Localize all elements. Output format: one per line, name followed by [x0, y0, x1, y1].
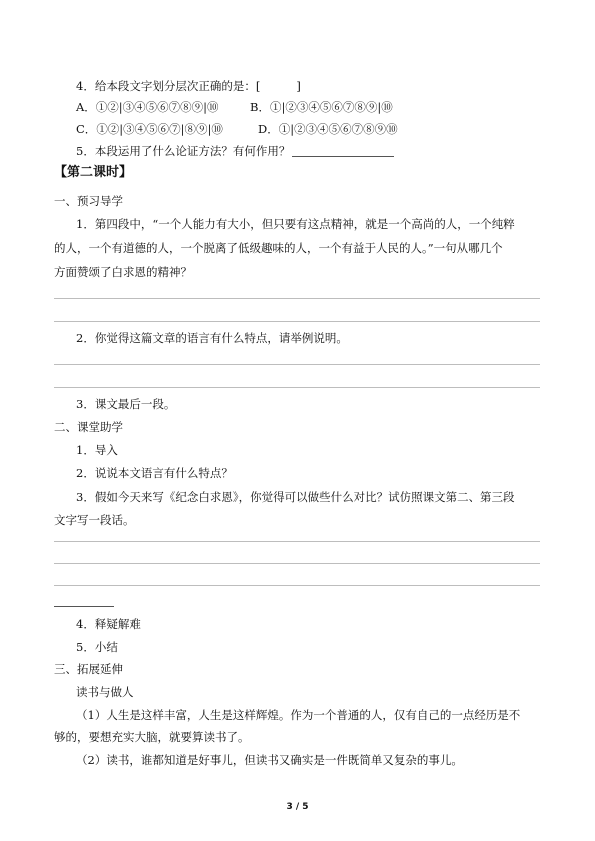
- s1-q3: 3．课文最后一段。: [76, 397, 176, 411]
- page-number: 3 / 5: [286, 802, 309, 812]
- answer-line-short[interactable]: [54, 606, 114, 607]
- s2-item-5: 5．小结: [76, 640, 118, 654]
- s1-q2: 2．你觉得这篇文章的语言有什么特点，请举例说明。: [76, 331, 348, 345]
- reading-title: 读书与做人: [76, 685, 134, 699]
- s2-item-2: 2．说说本文语言有什么特点？: [76, 466, 233, 480]
- option-c: C．①②|③④⑤⑥⑦|⑧⑨|⑩: [76, 122, 223, 136]
- option-a: A．①②|③④⑤⑥⑦⑧⑨|⑩: [76, 100, 219, 114]
- question-5-text: 5．本段运用了什么论证方法？有何作用？: [76, 144, 291, 158]
- section-3-title: 三、拓展延伸: [54, 662, 123, 676]
- answer-line[interactable]: [54, 298, 540, 299]
- s1-q1-line-1: 1．第四段中，“一个人能力有大小，但只要有这点精神，就是一个高尚的人，一个纯粹: [76, 217, 515, 231]
- section-1-title: 一、预习导学: [54, 194, 123, 208]
- lesson-heading: 【第二课时】: [54, 165, 133, 180]
- option-d: D．①|②③④⑤⑥⑦⑧⑨⑩: [258, 122, 398, 136]
- s2-item-1: 1．导入: [76, 443, 118, 457]
- answer-blank[interactable]: [292, 144, 394, 157]
- question-4-text: 4．给本段文字划分层次正确的是：[: [76, 79, 261, 93]
- s2-item-4: 4．释疑解难: [76, 617, 141, 631]
- question-5: [76, 143, 566, 159]
- section-2-title: 二、课堂助学: [54, 420, 123, 434]
- reading-para-1-line-1: （1）人生是这样丰富，人生是这样辉煌。作为一个普通的人，仅有自己的一点经历是不: [76, 708, 521, 722]
- answer-line[interactable]: [54, 563, 540, 564]
- answer-line[interactable]: [54, 585, 540, 586]
- answer-line[interactable]: [54, 387, 540, 388]
- s1-q1-line-2: 的人，一个有道德的人，一个脱离了低级趣味的人，一个有益于人民的人。”一句从哪几个: [54, 241, 503, 255]
- reading-para-2: （2）读书，谁都知道是好事儿，但读书又确实是一件既简单又复杂的事儿。: [76, 753, 463, 767]
- s2-item-3-cont: 文字写一段话。: [54, 513, 135, 527]
- answer-line[interactable]: [54, 541, 540, 542]
- answer-line[interactable]: [54, 364, 540, 365]
- reading-para-1-line-2: 够的，要想充实大脑，就要算读书了。: [54, 730, 250, 744]
- s2-item-3: 3．假如今天来写《纪念白求恩》，你觉得可以做些什么对比？试仿照课文第二、第三段: [76, 490, 515, 504]
- question-4-bracket-close: ]: [296, 79, 301, 93]
- question-4: [76, 78, 566, 94]
- answer-line[interactable]: [54, 321, 540, 322]
- s1-q1-line-3: 方面赞颂了白求恩的精神？: [54, 265, 192, 279]
- option-b: B．①|②③④⑤⑥⑦⑧⑨|⑩: [250, 100, 393, 114]
